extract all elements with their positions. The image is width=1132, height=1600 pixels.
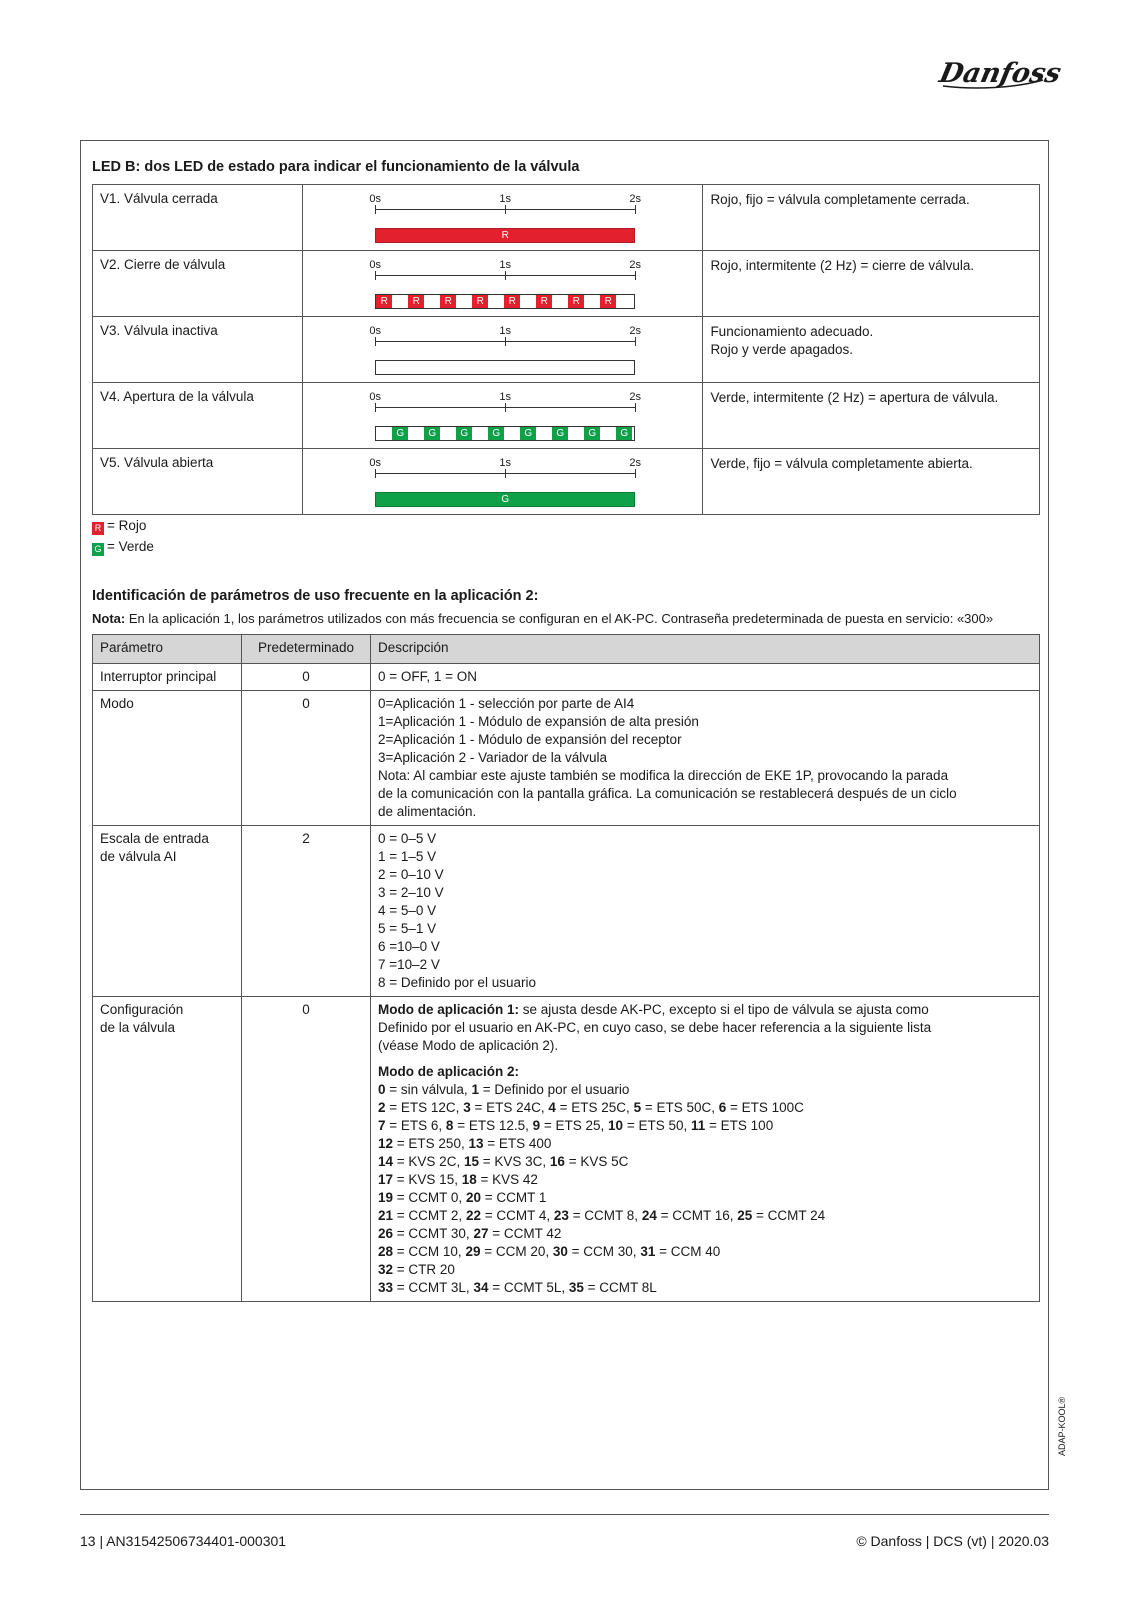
parameter-default: 0 [242,664,371,691]
line-text: = CCM 20, [480,1244,553,1259]
led-row [93,449,1040,515]
time-tick [635,271,636,280]
bold-key: 8 [445,1118,454,1133]
time-label: 2s [629,325,642,337]
params-note [92,611,993,626]
description-line [378,695,1032,713]
bold-key: 30 [552,1244,568,1259]
line-text: = ETS 50C, [641,1100,719,1115]
footer-divider [80,1514,1049,1515]
led-timeline [369,325,642,377]
header-parameter: Parámetro [93,635,242,664]
line-text: = CCMT 8L [583,1280,657,1295]
led-state-description [703,383,1040,449]
description-line [378,1099,1032,1117]
legend-swatch-red: R [92,522,104,535]
led-on-segment: G [424,427,440,440]
led-off-segment [392,295,408,308]
led-off-segment [536,427,552,440]
line-text: = ETS 25, [540,1118,609,1133]
parameter-name: Modo [93,691,242,826]
description-line [378,974,1032,992]
table-row [93,664,1040,691]
line-text: 0 = 0–5 V [378,831,437,846]
line-text: = ETS 24C, [470,1100,549,1115]
led-timeline-cell [303,383,703,449]
line-text: = CCMT 4, [480,1208,554,1223]
header-default: Predeterminado [242,635,371,664]
bold-key: 12 [378,1136,394,1151]
line-text: = ETS 6, [385,1118,446,1133]
description-block [378,695,1032,821]
description-line [378,1189,1032,1207]
bold-key: 15 [463,1154,479,1169]
time-tick [635,337,636,346]
side-brand-label: ADAP-KOOL® [1057,1396,1067,1456]
led-state-description [703,449,1040,515]
led-on-segment: R [376,295,392,308]
bold-key: 23 [553,1208,569,1223]
description-line [378,713,1032,731]
led-state-label: V2. Cierre de válvula [93,251,303,317]
line-text: Nota: Al cambiar este ajuste también se modifica la dirección de EKE 1P, provocando la parada [378,768,949,783]
time-label: 0s [369,193,382,205]
description-line [378,731,1032,749]
led-row [93,251,1040,317]
bold-key: 25 [737,1208,753,1223]
line-text: = KVS 5C [564,1154,629,1169]
time-axis [375,407,635,408]
led-on-segment: G [552,427,568,440]
time-tick [635,205,636,214]
line-text: 1=Aplicación 1 - Módulo de expansión de alta presión [378,714,699,729]
bold-key: 17 [378,1172,394,1187]
led-off-segment [552,295,568,308]
time-label: 0s [369,325,382,337]
led-signal-bar: R [375,228,635,243]
line-text: = CCM 40 [655,1244,721,1259]
description-line [378,1135,1032,1153]
line-text: 0 = OFF, 1 = ON [378,669,478,684]
description-line [378,902,1032,920]
time-label: 0s [369,457,382,469]
table-row [93,826,1040,997]
led-on-segment: G [456,427,472,440]
led-signal-bar [375,426,635,441]
led-row [93,383,1040,449]
description-line: Rojo y verde apagados. [710,342,854,357]
line-text: = KVS 3C, [478,1154,550,1169]
footer-doc-number: 13 | AN31542506734401-000301 [80,1533,287,1549]
led-off-segment [584,295,600,308]
time-label: 1s [499,325,512,337]
line-text: = CCM 10, [393,1244,466,1259]
note-text: En la aplicación 1, los parámetros utilizados con más frecuencia se configuran en el AK-PC. Contraseña predeterminada de puesta en servicio: «300» [125,611,994,626]
led-state-label: V3. Válvula inactiva [93,317,303,383]
legend-text-green: = Verde [107,539,154,554]
bold-key: 7 [378,1118,386,1133]
parameter-description [371,664,1040,691]
time-label: 2s [629,391,642,403]
bold-key: 16 [549,1154,565,1169]
led-timeline [369,193,642,245]
line-text: 2=Aplicación 1 - Módulo de expansión del receptor [378,732,682,747]
bold-key: 19 [378,1190,394,1205]
led-off-segment [456,295,472,308]
time-label: 2s [629,457,642,469]
led-signal-bar [375,360,635,375]
line-text: 3=Aplicación 2 - Variador de la válvula [378,750,608,765]
line-text: 1 = 1–5 V [378,849,437,864]
led-on-segment: G [392,427,408,440]
bold-key: 31 [640,1244,656,1259]
description-line [378,1063,1032,1081]
line-text: Definido por el usuario en AK-PC, en cuyo caso, se debe hacer referencia a la siguiente lista [378,1020,932,1035]
line-text: = ETS 250, [393,1136,469,1151]
time-label: 0s [369,391,382,403]
led-off-segment [440,427,456,440]
bold-key: 21 [378,1208,394,1223]
bold-key: 22 [465,1208,481,1223]
bold-key: 14 [378,1154,394,1169]
description-line [378,884,1032,902]
description-line [378,1037,1032,1055]
line-text: = CCMT 3L, [393,1280,474,1295]
led-state-label: V4. Apertura de la válvula [93,383,303,449]
led-state-label: V1. Válvula cerrada [93,185,303,251]
line-text: = ETS 50, [623,1118,691,1133]
led-timeline [369,391,642,443]
line-text: 8 = Definido por el usuario [378,975,536,990]
legend-swatch-green: G [92,543,104,556]
description-line: Verde, intermitente (2 Hz) = apertura de válvula. [710,390,999,405]
line-text: = CCMT 30, [393,1226,474,1241]
line-text: = CCMT 0, [393,1190,466,1205]
line-text: se ajusta desde AK-PC, excepto si el tipo de válvula se ajusta como [519,1002,929,1017]
description-line [378,848,1032,866]
footer-copyright: © Danfoss | DCS (vt) | 2020.03 [856,1533,1049,1549]
danfoss-logo [935,50,1064,98]
led-timeline [369,259,642,311]
line-text: = KVS 42 [476,1172,538,1187]
led-on-segment: R [504,295,520,308]
led-on-segment: R [472,295,488,308]
description-line [378,1261,1032,1279]
line-text: = ETS 100 [705,1118,774,1133]
led-on-segment: R [568,295,584,308]
bold-key: 26 [378,1226,394,1241]
line-text: = CCMT 16, [656,1208,738,1223]
description-line [378,1001,1032,1019]
led-row [93,185,1040,251]
led-state-label: V5. Válvula abierta [93,449,303,515]
time-label: 1s [499,391,512,403]
legend-green [92,539,154,556]
time-axis [375,209,635,210]
parameter-name: Interruptor principal [93,664,242,691]
parameter-name: Configuración de la válvula [93,997,242,1302]
line-text: = CCMT 24 [752,1208,826,1223]
line-text: = ETS 25C, [555,1100,634,1115]
description-line [378,1153,1032,1171]
description-line [378,1081,1032,1099]
line-text: = CCM 30, [567,1244,641,1259]
led-off-segment [520,295,536,308]
description-line [378,767,1032,785]
description-block [378,1063,1032,1297]
time-tick [635,469,636,478]
bold-key: 24 [641,1208,657,1223]
description-line [378,920,1032,938]
led-status-table [92,184,1040,515]
bold-key: 32 [378,1262,394,1277]
line-text: 5 = 5–1 V [378,921,437,936]
bold-key: 20 [465,1190,481,1205]
line-text: = CCMT 2, [393,1208,466,1223]
parameter-description [371,997,1040,1302]
description-line [378,830,1032,848]
line-text: = ETS 12C, [385,1100,464,1115]
bold-key: 18 [461,1172,477,1187]
led-on-segment: R [408,295,424,308]
line-text: 4 = 5–0 V [378,903,437,918]
line-text: = sin válvula, [385,1082,472,1097]
led-off-segment [504,427,520,440]
led-state-description [703,251,1040,317]
led-on-segment: R [536,295,552,308]
bold-key: 34 [473,1280,489,1295]
description-line [378,785,1032,803]
line-text: (véase Modo de aplicación 2). [378,1038,559,1053]
description-line: Funcionamiento adecuado. [710,324,874,339]
bold-key: 5 [633,1100,642,1115]
line-text: 3 = 2–10 V [378,885,444,900]
description-line [378,1279,1032,1297]
led-timeline [369,457,642,509]
line-text: 2 = 0–10 V [378,867,444,882]
led-timeline-cell [303,185,703,251]
description-line [378,803,1032,821]
led-on-segment: R [600,295,616,308]
description-block [378,668,1032,686]
line-text: = ETS 12.5, [453,1118,533,1133]
led-off-segment [472,427,488,440]
description-line [378,1207,1032,1225]
legend-text-red: = Rojo [107,518,147,533]
description-line [378,668,1032,686]
table-row [93,997,1040,1302]
bold-key: 6 [718,1100,727,1115]
parameters-table [92,634,1040,1302]
led-row [93,317,1040,383]
line-text: = Definido por el usuario [478,1082,630,1097]
led-timeline-cell [303,251,703,317]
table-header-row [93,635,1040,664]
line-text: de alimentación. [378,804,477,819]
bold-key: Modo de aplicación 2: [378,1064,520,1079]
description-line [378,1019,1032,1037]
bold-key: 10 [608,1118,624,1133]
time-label: 1s [499,259,512,271]
table-row [93,691,1040,826]
parameter-default: 0 [242,691,371,826]
bold-key: 35 [568,1280,584,1295]
led-off-segment [408,427,424,440]
led-section-title: LED B: dos LED de estado para indicar el funcionamiento de la válvula [92,159,580,175]
params-section-title: Identificación de parámetros de uso frecuente en la aplicación 2: [92,588,539,604]
line-text: de la comunicación con la pantalla gráfica. La comunicación se restablecerá después de un ciclo [378,786,957,801]
line-text: = CCMT 8, [568,1208,642,1223]
led-signal-bar [375,294,635,309]
line-text: = ETS 100C [726,1100,804,1115]
led-signal-bar: G [375,492,635,507]
led-on-segment: R [440,295,456,308]
description-line [378,866,1032,884]
description-line: Verde, fijo = válvula completamente abierta. [710,456,973,471]
bold-key: 27 [473,1226,489,1241]
legend-red [92,518,146,535]
bold-key: 2 [378,1100,386,1115]
led-off-segment [488,295,504,308]
line-text: = CCMT 42 [488,1226,562,1241]
description-line [378,1243,1032,1261]
parameter-default: 0 [242,997,371,1302]
time-label: 2s [629,193,642,205]
bold-key: 33 [378,1280,394,1295]
line-text: = CTR 20 [393,1262,455,1277]
svg-text:Danfoss: Danfoss [936,57,1064,89]
time-label: 1s [499,457,512,469]
bold-key: 3 [463,1100,471,1115]
time-axis [375,341,635,342]
led-on-segment: G [520,427,536,440]
bold-key: 0 [378,1082,386,1097]
line-text: = CCMT 5L, [488,1280,569,1295]
led-on-segment: G [584,427,600,440]
parameter-description [371,826,1040,997]
header-description: Descripción [371,635,1040,664]
description-line [378,1117,1032,1135]
line-text: 7 =10–2 V [378,957,440,972]
bold-key: 13 [468,1136,484,1151]
bold-key: 11 [691,1118,706,1133]
line-text: 6 =10–0 V [378,939,440,954]
description-block [378,830,1032,992]
bold-key: 4 [548,1100,556,1115]
parameter-description [371,691,1040,826]
line-text: 0=Aplicación 1 - selección por parte de AI4 [378,696,635,711]
led-state-description [703,185,1040,251]
bold-key: 28 [378,1244,394,1259]
time-tick [635,403,636,412]
led-off-segment [600,427,616,440]
led-off-segment [376,427,392,440]
description-line [378,1171,1032,1189]
description-line [378,938,1032,956]
line-text: = CCMT 1 [480,1190,547,1205]
bold-key: 29 [465,1244,481,1259]
led-off-segment [568,427,584,440]
bold-key: 1 [471,1082,479,1097]
parameter-name: Escala de entrada de válvula AI [93,826,242,997]
led-timeline-cell [303,449,703,515]
description-line: Rojo, intermitente (2 Hz) = cierre de válvula. [710,258,975,273]
description-block [378,1001,1032,1055]
description-line: Rojo, fijo = válvula completamente cerrada. [710,192,970,207]
led-off-segment [424,295,440,308]
description-line [378,749,1032,767]
led-on-segment: G [616,427,632,440]
line-text: = ETS 400 [483,1136,552,1151]
bold-key: Modo de aplicación 1: [378,1002,520,1017]
time-axis [375,473,635,474]
led-off-segment [616,295,632,308]
line-text: = KVS 2C, [393,1154,464,1169]
time-label: 0s [369,259,382,271]
note-label: Nota: [92,611,126,626]
led-timeline-cell [303,317,703,383]
description-line [378,956,1032,974]
time-label: 2s [629,259,642,271]
led-on-segment: G [488,427,504,440]
description-line [378,1225,1032,1243]
line-text: = KVS 15, [393,1172,462,1187]
parameter-default: 2 [242,826,371,997]
time-label: 1s [499,193,512,205]
bold-key: 9 [532,1118,541,1133]
led-state-description [703,317,1040,383]
time-axis [375,275,635,276]
